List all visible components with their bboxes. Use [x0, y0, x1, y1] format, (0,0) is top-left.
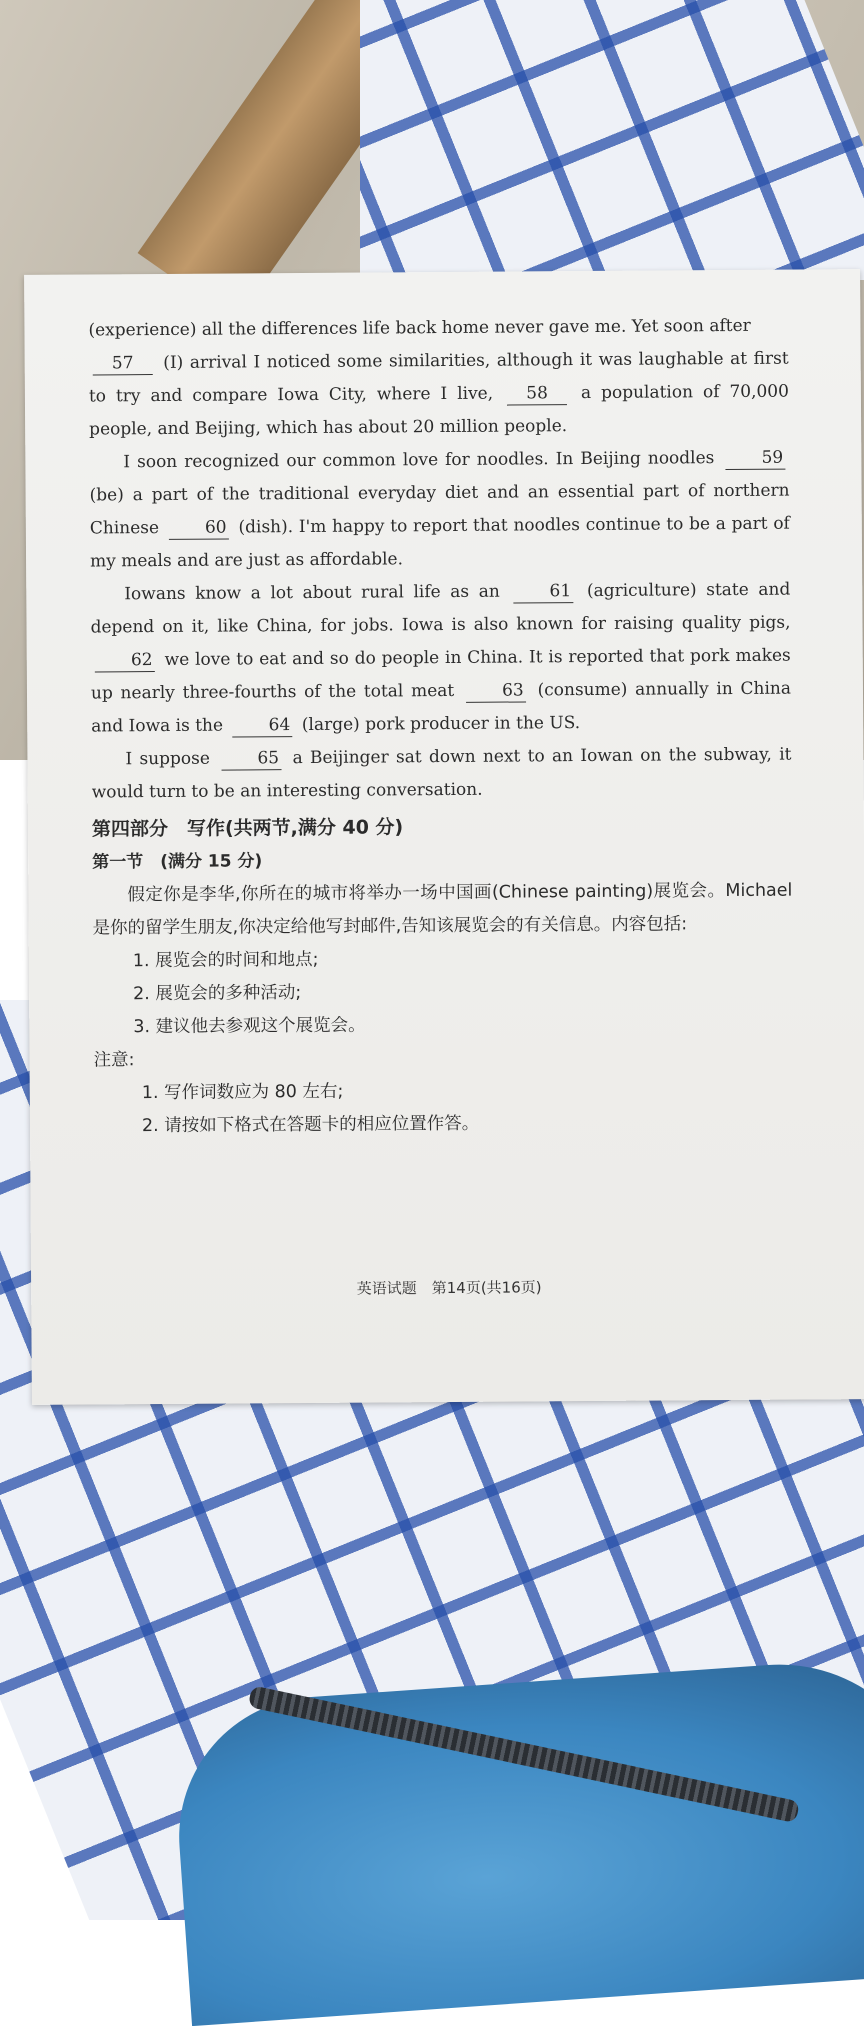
blank-65[interactable]: 65: [221, 747, 281, 770]
blank-61[interactable]: 61: [513, 580, 573, 603]
passage-paragraph-1: 57 (I) arrival I noticed some similarities, although it was laughable at first to try and compare Iowa City, where I live, 58 a population of 70,000 people, and Beijing, which has about 20 million people.: [88, 348, 789, 440]
writing-item-1: 1. 展览会的时间和地点;: [132, 949, 319, 972]
page-footer: 英语试题 第14页(共16页): [356, 1278, 542, 1298]
exam-paper: [24, 269, 864, 1405]
writing-section-title: 第一节 (满分 15 分): [92, 851, 263, 873]
passage-line-1: (experience) all the differences life back home never gave me. Yet soon after: [88, 315, 751, 341]
notes-label: 注意:: [93, 1050, 135, 1071]
writing-prompt: 假定你是李华,你所在的城市将举办一场中国画(Chinese painting)展览会。Michael 是你的留学生朋友,你决定给他写封邮件,告知该展览会的有关信息。内容包括:: [92, 880, 793, 939]
writing-part-title: 第四部分 写作(共两节,满分 40 分): [91, 816, 404, 841]
blank-60[interactable]: 60: [169, 517, 229, 540]
note-item-1: 1. 写作词数应为 80 左右;: [141, 1081, 344, 1104]
blank-57[interactable]: 57: [93, 352, 153, 375]
note-item-2: 2. 请按如下格式在答题卡的相应位置作答。: [141, 1113, 480, 1137]
checkered-cloth-top: [360, 0, 864, 280]
writing-item-2: 2. 展览会的多种活动;: [133, 983, 302, 1005]
passage-paragraph-2: I soon recognized our common love for noodles. In Beijing noodles 59 (be) a part of the traditional everyday diet and an essential part of northern Chinese 60 (dish). I'm happy to report that noodles continue to be a part of my meals and are just as affordable.: [89, 447, 790, 572]
passage-paragraph-4: I suppose 65 a Beijinger sat down next to an Iowan on the subway, it would turn to be an interesting conversation.: [91, 744, 792, 803]
blank-59[interactable]: 59: [725, 447, 785, 470]
writing-item-3: 3. 建议他去参观这个展览会。: [133, 1015, 366, 1038]
page-content: [88, 310, 794, 1144]
blank-64[interactable]: 64: [232, 714, 292, 737]
blank-58[interactable]: 58: [507, 382, 567, 405]
blank-62[interactable]: 62: [95, 649, 155, 672]
blank-63[interactable]: 63: [466, 679, 526, 702]
passage-paragraph-3: Iowans know a lot about rural life as an 61 (agriculture) state and depend on it, like China, for jobs. Iowa is also known for raising quality pigs, 62 we love to eat and so do people in China. It is reported that pork makes up nearly three-fourths of the total meat 63 (consume) annually in China and Iowa is the 64 (large) pork producer in the US.: [90, 579, 792, 737]
